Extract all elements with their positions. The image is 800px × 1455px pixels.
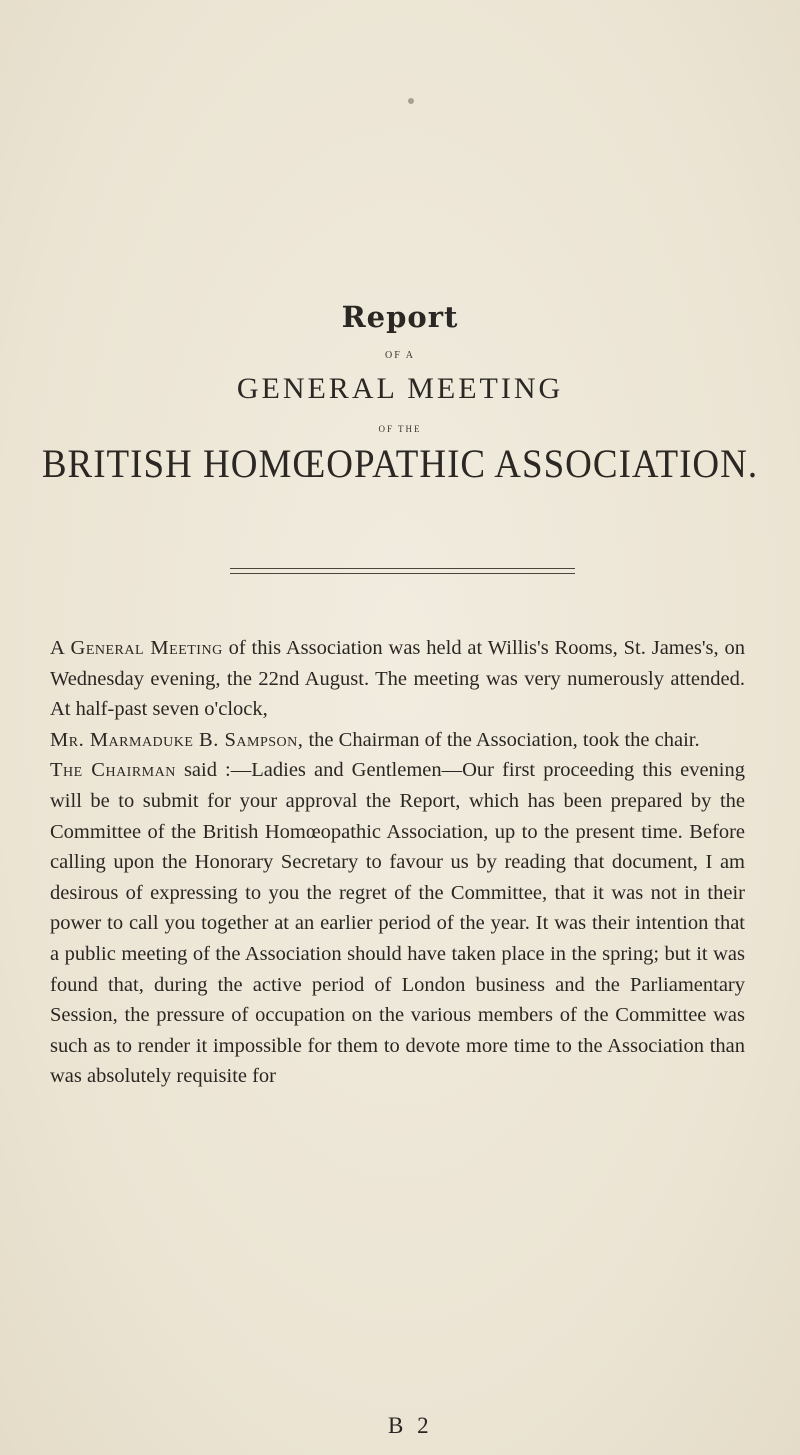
title-general-meeting: GENERAL MEETING [236,372,564,405]
paragraph-1 [50,633,745,725]
title-of-the: OF THE [378,424,422,434]
paragraph-3-text: said :—Ladies and Gentlemen—Our first proceeding this evening will be to submit for your approval the Report, which has been prepared by the Committee of the British Homœopathic Association, up to the present time. Before calling upon the Honorary Secretary to favour us by reading that document, I am desirous of expressing to you the regret of the Committee, that it was not in their power to call you together at an earlier period of the year. It was their intention that a public meeting of the Association should have taken place in the spring; but it was found that, during the active period of London business and the Parliamentary Session, the pressure of occupation on the various members of the Committee was such as to render it impossible for them to devote more time to the Association than was absolutely requisite for [50,759,745,1088]
title-divider-bottom [230,573,575,574]
body-text [50,633,745,1092]
signature-mark: B 2 [388,1413,433,1438]
title-divider-top [230,568,575,569]
title-of-a: OF A [385,350,415,361]
paragraph-2-text: the Chairman of the Association, took the chair. [303,728,700,751]
ink-speck [408,98,414,104]
paragraph-2 [50,725,745,756]
paragraph-2-lead: Mr. Marmaduke B. Sampson, [50,728,304,751]
paragraph-1-lead: A General Meeting [50,637,223,659]
paragraph-3 [50,755,745,1092]
paragraph-3-lead: The Chairman [50,759,176,782]
paragraph-1-text: of this Association was held at Willis's Rooms, St. James's, on Wednesday evening, the 22nd August. The meeting was very numerously attended. At half-past seven o'clock, [50,637,745,721]
title-association: BRITISH HOMŒOPATHIC ASSOCIATION. [41,442,759,487]
title-report: Report [341,300,459,334]
